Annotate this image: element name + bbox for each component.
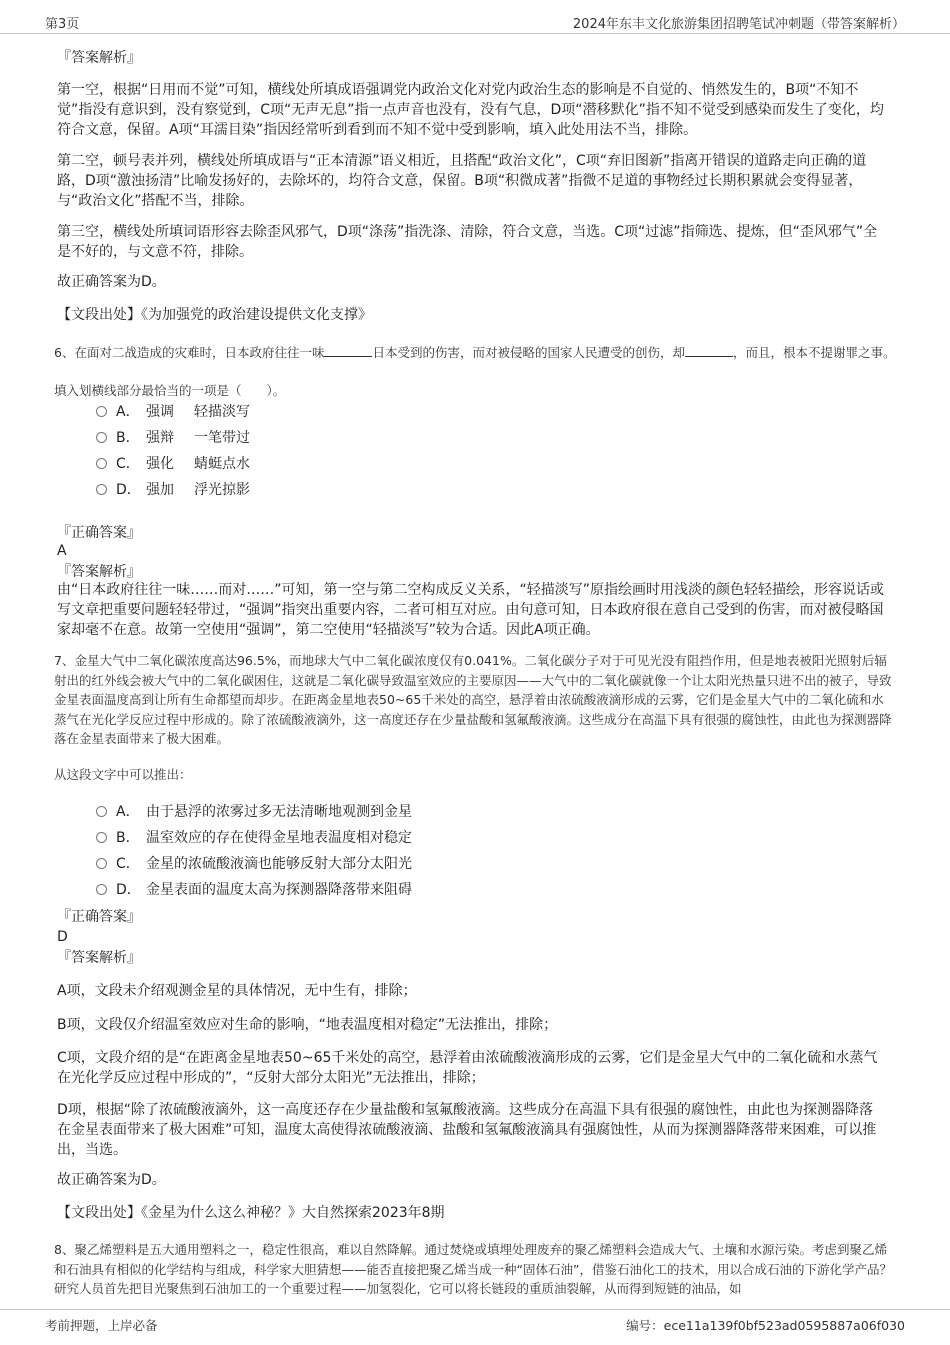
q6-analysis: 由“日本政府往往一味……而对……”可知，第一空与第二空构成反义关系，“轻描淡写”原指绘画时用浅淡的颜色轻轻描绘，形容说话或写文章把重要问题轻轻带过，“强调”指突出重要内容，二者可相互对应。由句意可知，日本政府很在意自己受到的伤害，而对被侵略国家却毫不在意。故第一空使用“强调”，第二空使用“轻描淡写”较为合适。因此A项正确。 — [57, 582, 885, 638]
correct-answer-label: 『正确答案』 — [57, 909, 141, 925]
q7-option-b[interactable]: B． 温室效应的存在使得金星地表温度相对稳定 — [96, 828, 412, 848]
radio-icon[interactable] — [96, 806, 107, 817]
radio-icon[interactable] — [96, 432, 107, 443]
q7-analysis-a: A项，文段未介绍观测金星的具体情况，无中生有，排除； — [57, 983, 417, 999]
radio-icon[interactable] — [96, 858, 107, 869]
document-title: 2024年东丰文化旅游集团招聘笔试冲刺题（带答案解析） — [572, 17, 905, 32]
passage-source: 【文段出处】《金星为什么这么神秘？》大自然探索2023年8期 — [57, 1205, 445, 1221]
blank-1 — [324, 342, 372, 357]
page-number: 第3页 — [45, 17, 80, 32]
footer-slogan: 考前押题，上岸必备 — [45, 1318, 158, 1333]
analysis-label: 『答案解析』 — [57, 950, 141, 966]
analysis-label: 『答案解析』 — [57, 50, 141, 66]
stem-part-2: 日本受到的伤害，而对被侵略的国家人民遭受的创伤，却 — [372, 345, 685, 360]
analysis-paragraph-1: 第一空，根据“日用而不觉”可知，横线处所填成语强调党内政治文化对党内政治生态的影响是不自觉的、悄然发生的，B项“不知不觉”指没有意识到，没有察觉到，C项“无声无息”指一点声音也没有，没有气息，D项“潜移默化”指不知不觉受到感染而发生了变化，均符合文意，保留。A项“耳濡目染”指因经常听到看到而不知不觉中受到影响，填入此处用法不当，排除。 — [57, 82, 884, 138]
analysis-label: 『答案解析』 — [57, 564, 141, 580]
radio-icon[interactable] — [96, 458, 107, 469]
answer-conclusion: 故正确答案为D。 — [57, 1172, 166, 1188]
question-7-prompt: 从这段文字中可以推出： — [54, 767, 192, 782]
page-header — [0, 0, 950, 34]
page-footer — [0, 1309, 950, 1345]
q7-option-c[interactable]: C． 金星的浓硫酸液滴也能够反射大部分太阳光 — [96, 854, 412, 874]
q6-option-b[interactable]: B． 强辩 一笔带过 — [96, 428, 250, 448]
q7-option-d[interactable]: D． 金星表面的温度太高为探测器降落带来阻碍 — [96, 880, 412, 900]
radio-icon[interactable] — [96, 484, 107, 495]
radio-icon[interactable] — [96, 832, 107, 843]
correct-answer-label: 『正确答案』 — [57, 525, 141, 541]
answer-conclusion: 故正确答案为D。 — [57, 274, 166, 290]
question-6-stem — [54, 342, 896, 363]
question-7-stem: 7、金星大气中二氧化碳浓度高达96.5%，而地球大气中二氧化碳浓度仅有0.041%。二氧化碳分子对于可见光没有阻挡作用，但是地表被阳光照射后辐射出的红外线会被大气中的二氧化碳困住，这就是二氧化碳导致温室效应的主要原因——大气中的二氧化碳就像一个让太阳光热量只进不出的被子，导致金星表面温度高到让所有生命都望而却步。在距离金星地表50~65千米处的高空，悬浮着由浓硫酸液滴形成的云雾，它们是金星大气中的二氧化硫和水蒸气在光化学反应过程中形成的。除了浓硫酸液滴外，这一高度还存在少量盐酸和氢氟酸液滴。这些成分在高温下具有很强的腐蚀性，由此也为探测器降落在金星表面带来了极大困难。 — [54, 653, 892, 746]
analysis-paragraph-2: 第二空，顿号表并列，横线处所填成语与“正本清源”语义相近，且搭配“政治文化”，C项“弃旧图新”指离开错误的道路走向正确的道路，D项“激浊扬清”比喻发扬好的，去除坏的，均符合文意，保留。B项“积微成著”指微不足道的事物经过长期积累就会变得显著，与“政治文化”搭配不当，排除。 — [57, 153, 867, 209]
q7-analysis-d: D项，根据“除了浓硫酸液滴外，这一高度还存在少量盐酸和氢氟酸液滴。这些成分在高温下具有很强的腐蚀性，由此也为探测器降落在金星表面带来了极大困难”可知，温度太高使得浓硫酸液滴、盐酸和氢氟酸液滴具有强腐蚀性，从而为探测器降落带来困难，可以推出，当选。 — [57, 1102, 877, 1158]
correct-answer: D — [57, 929, 68, 945]
q7-analysis-b: B项，文段仅介绍温室效应对生命的影响，“地表温度相对稳定”无法推出，排除； — [57, 1017, 558, 1033]
passage-source: 【文段出处】《为加强党的政治建设提供文化支撑》 — [57, 307, 372, 323]
document-id: 编号：ece11a139f0bf523ad0595887a06f030 — [626, 1318, 905, 1333]
q6-option-c[interactable]: C． 强化 蜻蜓点水 — [96, 454, 250, 474]
radio-icon[interactable] — [96, 884, 107, 895]
question-8-stem: 8、聚乙烯塑料是五大通用塑料之一，稳定性很高，难以自然降解。通过焚烧或填埋处理废弃的聚乙烯塑料会造成大气、土壤和水源污染。考虑到聚乙烯和石油具有相似的化学结构与组成，科学家大胆猜想——能否直接把聚乙烯当成一种“固体石油”，借鉴石油化工的技术，用以合成石油的下游化学产品？研究人员首先把目光聚焦到石油加工的一个重要过程——加氢裂化，它可以将长链段的重质油裂解，从而得到短链的油品，如 — [54, 1242, 892, 1296]
analysis-paragraph-3: 第三空，横线处所填词语形容去除歪风邪气，D项“涤荡”指洗涤、清除，符合文意，当选。C项“过滤”指筛选、提炼，但“歪风邪气”全是不好的，与文意不符，排除。 — [57, 224, 878, 260]
stem-part-1: 6、在面对二战造成的灾难时，日本政府往往一味 — [54, 345, 325, 360]
correct-answer: A — [57, 543, 67, 559]
radio-icon[interactable] — [96, 406, 107, 417]
q7-option-a[interactable]: A． 由于悬浮的浓雾过多无法清晰地观测到金星 — [96, 802, 412, 822]
q6-option-a[interactable]: A． 强调 轻描淡写 — [96, 402, 250, 422]
q6-option-d[interactable]: D． 强加 浮光掠影 — [96, 480, 250, 500]
q7-analysis-c: C项，文段介绍的是“在距离金星地表50~65千米处的高空，悬浮着由浓硫酸液滴形成的云雾，它们是金星大气中的二氧化硫和水蒸气在光化学反应过程中形成的”，“反射大部分太阳光”无法推出，排除； — [57, 1050, 878, 1086]
stem-part-3: ，而且，根本不提谢罪之事。 — [732, 345, 896, 360]
question-6-prompt: 填入划横线部分最恰当的一项是（ ）。 — [54, 383, 286, 398]
blank-2 — [685, 342, 733, 357]
